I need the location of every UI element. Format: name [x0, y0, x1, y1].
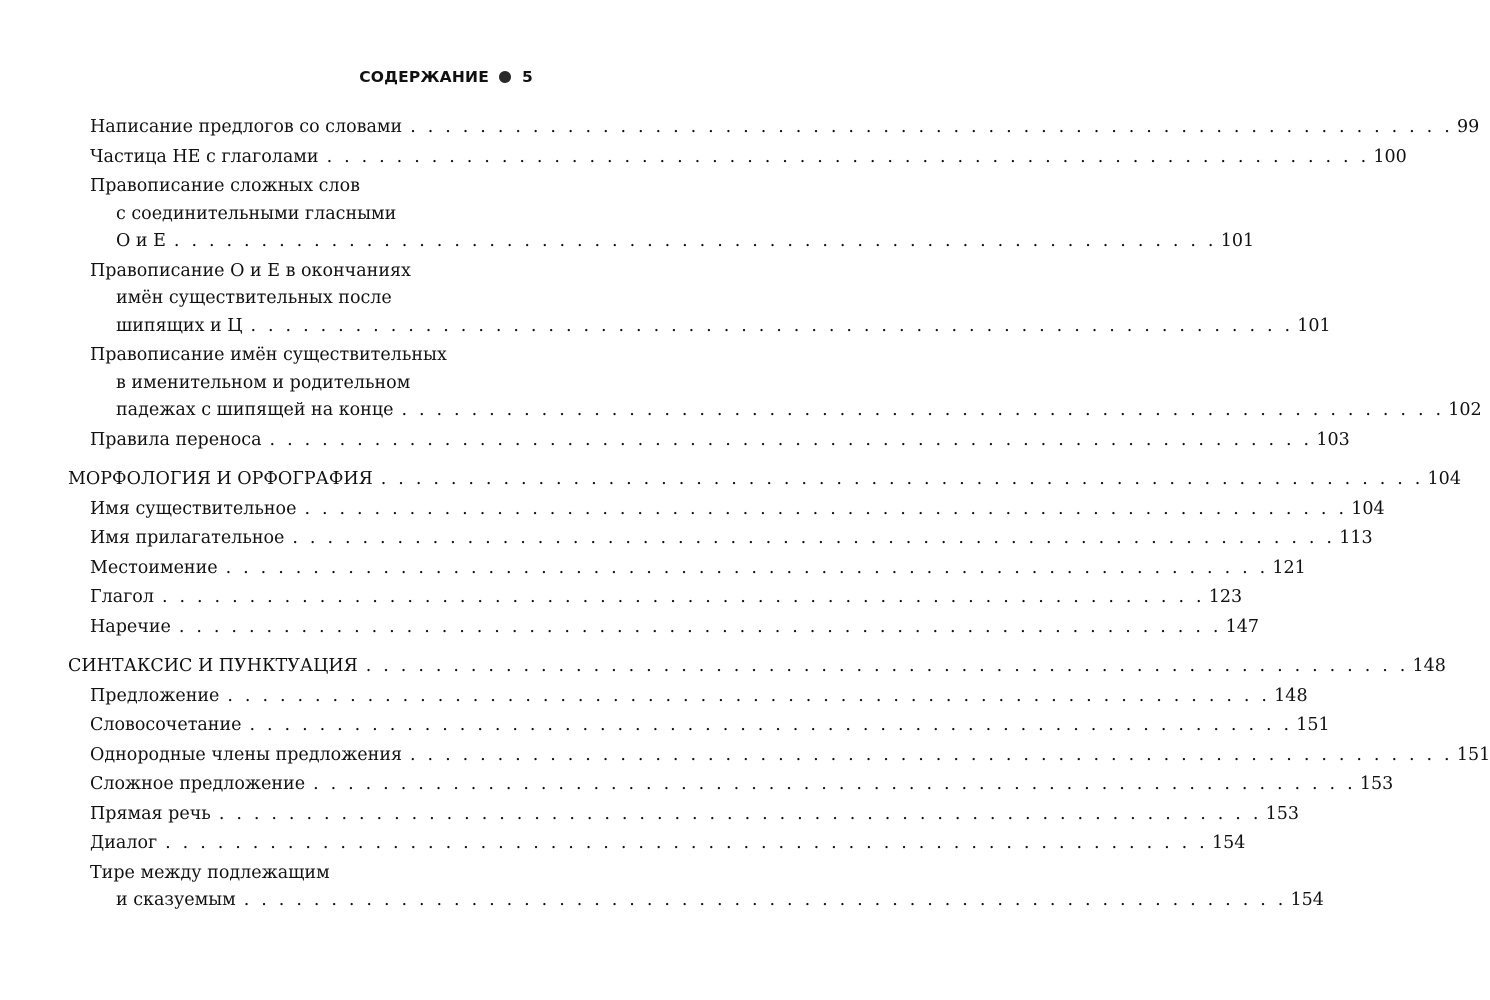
- toc-entry: [68, 258, 1331, 341]
- toc-entry: [68, 712, 1330, 740]
- toc-entry: [68, 584, 1243, 612]
- toc-entry: [68, 427, 1350, 455]
- toc-line: [68, 397, 1482, 425]
- toc-entry-title: Правописание О и Е в окончаниях: [90, 260, 411, 281]
- toc-line: [68, 653, 1446, 681]
- dot-leader: . . . . . . . . . . . . . . . . . . . . . . . . . . . . . . . . . . . . . . . . . . . . . . . . . . . . . . . . . . . .: [401, 400, 1445, 420]
- toc-entry: [68, 830, 1246, 858]
- toc-entry-title: Написание предлогов со словами: [90, 117, 403, 137]
- toc-line: [68, 830, 1246, 858]
- toc-entry-title: имён существительных после: [116, 288, 392, 308]
- toc-page-number: 121: [1272, 557, 1306, 578]
- toc-entry-title: Словосочетание: [90, 715, 242, 735]
- toc-page-number: 100: [1373, 146, 1407, 167]
- toc-entry: [68, 114, 1480, 142]
- dot-leader: . . . . . . . . . . . . . . . . . . . . . . . . . . . . . . . . . . . . . . . . . . . . . . . . . . . . . . . . . . . .: [178, 616, 1222, 637]
- toc-page-number: 123: [1208, 587, 1243, 607]
- toc-section-heading: [68, 466, 1461, 494]
- toc-entry-title: и сказуемым: [116, 890, 236, 910]
- toc-entry-title: Местоимение: [90, 557, 218, 578]
- toc-entry-title: О и Е: [116, 231, 166, 251]
- toc-line: [68, 496, 1385, 524]
- toc-page-number: 103: [1316, 429, 1350, 450]
- toc-entry: [68, 144, 1407, 172]
- dot-leader: . . . . . . . . . . . . . . . . . . . . . . . . . . . . . . . . . . . . . . . . . . . . . . . . . . . . . . . . . . . .: [243, 890, 1287, 910]
- dot-leader: . . . . . . . . . . . . . . . . . . . . . . . . . . . . . . . . . . . . . . . . . . . . . . . . . . . . . . . . . . . .: [173, 231, 1217, 251]
- toc-line: [68, 771, 1394, 799]
- toc-entry: [68, 173, 1255, 256]
- toc-page-number: 148: [1274, 685, 1308, 706]
- toc-page-number: 113: [1339, 528, 1373, 548]
- toc-line: [68, 114, 1480, 142]
- toc-entry-title: шипящих и Ц: [116, 315, 243, 336]
- toc-page-number: 101: [1297, 315, 1331, 336]
- toc-entry-title: Имя существительное: [90, 498, 297, 519]
- toc-entry-title: падежах с шипящей на конце: [116, 400, 394, 420]
- dot-leader: . . . . . . . . . . . . . . . . . . . . . . . . . . . . . . . . . . . . . . . . . . . . . . . . . . . . . . . . . . . .: [269, 429, 1313, 450]
- dot-leader: . . . . . . . . . . . . . . . . . . . . . . . . . . . . . . . . . . . . . . . . . . . . . . . . . . . . . . . . . . . .: [304, 498, 1348, 519]
- toc-entry-title: Правописание имён существительных: [90, 345, 447, 365]
- running-header: [359, 66, 533, 88]
- toc-line: [68, 144, 1407, 172]
- toc-entry: [68, 771, 1394, 799]
- toc-line: [68, 887, 1324, 915]
- toc-line: [68, 712, 1330, 740]
- toc-entry: [68, 614, 1260, 642]
- dot-leader: . . . . . . . . . . . . . . . . . . . . . . . . . . . . . . . . . . . . . . . . . . . . . . . . . . . . . . . . . . . .: [365, 656, 1409, 676]
- toc-entry-title: Диалог: [90, 833, 158, 853]
- toc-entry: [68, 555, 1306, 583]
- dot-leader: . . . . . . . . . . . . . . . . . . . . . . . . . . . . . . . . . . . . . . . . . . . . . . . . . . . . . . . . . . . .: [313, 774, 1356, 794]
- toc-page-number: 101: [1220, 231, 1255, 251]
- dot-leader: . . . . . . . . . . . . . . . . . . . . . . . . . . . . . . . . . . . . . . . . . . . . . . . . . . . . . . . . . . . .: [218, 803, 1262, 824]
- toc-entry-title: СИНТАКСИС И ПУНКТУАЦИЯ: [68, 656, 358, 676]
- toc-page-number: 104: [1351, 498, 1385, 519]
- toc-line: [68, 555, 1306, 583]
- toc-entry-title: Наречие: [90, 616, 171, 637]
- dot-leader: . . . . . . . . . . . . . . . . . . . . . . . . . . . . . . . . . . . . . . . . . . . . . . . . . . . . . . . . . . . .: [380, 469, 1424, 489]
- toc-page-number: 147: [1225, 616, 1260, 637]
- toc-entry-title: Тире между подлежащим: [90, 862, 330, 883]
- toc-entry-title: МОРФОЛОГИЯ И ОРФОГРАФИЯ: [68, 469, 373, 489]
- toc-entry: [68, 525, 1373, 553]
- toc-line: [68, 427, 1350, 455]
- toc-line: [68, 683, 1308, 711]
- toc-entry-title: Сложное предложение: [90, 774, 306, 794]
- toc-page-number: 151: [1456, 744, 1490, 765]
- toc-entry-title: в именительном и родительном: [116, 372, 411, 393]
- toc-page-number: 154: [1290, 890, 1324, 910]
- toc-page-number: 99: [1456, 117, 1480, 137]
- toc-entry-title: Прямая речь: [90, 803, 211, 824]
- dot-leader: . . . . . . . . . . . . . . . . . . . . . . . . . . . . . . . . . . . . . . . . . . . . . . . . . . . . . . . . . . . .: [225, 557, 1269, 578]
- toc-page-number: 104: [1427, 469, 1461, 489]
- dot-leader: . . . . . . . . . . . . . . . . . . . . . . . . . . . . . . . . . . . . . . . . . . . . . . . . . . . . . . . . . . . .: [326, 146, 1370, 167]
- toc-line: [68, 466, 1461, 494]
- toc-line: [68, 370, 526, 398]
- toc-page-number: 153: [1359, 774, 1394, 794]
- dot-leader: . . . . . . . . . . . . . . . . . . . . . . . . . . . . . . . . . . . . . . . . . . . . . . . . . . . . . . . . . . . .: [227, 685, 1271, 706]
- toc-line: [68, 801, 1299, 829]
- toc-line: [68, 342, 526, 370]
- dot-leader: . . . . . . . . . . . . . . . . . . . . . . . . . . . . . . . . . . . . . . . . . . . . . . . . . . . . . . . . . . . .: [165, 833, 1208, 853]
- toc-page-number: 148: [1412, 656, 1446, 676]
- toc-section-heading: [68, 653, 1446, 681]
- header-page-number: 5: [522, 68, 533, 86]
- toc-entry: [68, 683, 1308, 711]
- toc-page-number: 102: [1448, 400, 1482, 420]
- toc-line: [68, 285, 526, 313]
- toc-entry: [68, 742, 1490, 770]
- toc-page-number: 153: [1265, 803, 1299, 824]
- dot-leader: . . . . . . . . . . . . . . . . . . . . . . . . . . . . . . . . . . . . . . . . . . . . . . . . . . . . . . . . . . . .: [249, 715, 1293, 735]
- toc-line: [68, 525, 1373, 553]
- toc-line: [68, 258, 526, 286]
- toc-entry-title: Предложение: [90, 685, 220, 706]
- toc-line: [68, 228, 1255, 256]
- toc-entry: [68, 342, 1482, 425]
- header-title: СОДЕРЖАНИЕ: [359, 68, 489, 86]
- toc-entry-title: Однородные члены предложения: [90, 744, 403, 765]
- toc-line: [68, 860, 526, 888]
- dot-leader: . . . . . . . . . . . . . . . . . . . . . . . . . . . . . . . . . . . . . . . . . . . . . . . . . . . . . . . . . . . .: [410, 117, 1453, 137]
- toc-line: [68, 173, 526, 201]
- toc-entry-title: Имя прилагательное: [90, 528, 285, 548]
- filled-circle-icon: [499, 71, 511, 83]
- toc-entry-title: с соединительными гласными: [116, 203, 397, 224]
- toc-entry: [68, 860, 1324, 915]
- toc-line: [68, 201, 526, 229]
- table-of-contents: [68, 114, 1490, 917]
- dot-leader: . . . . . . . . . . . . . . . . . . . . . . . . . . . . . . . . . . . . . . . . . . . . . . . . . . . . . . . . . . . .: [250, 315, 1294, 336]
- dot-leader: . . . . . . . . . . . . . . . . . . . . . . . . . . . . . . . . . . . . . . . . . . . . . . . . . . . . . . . . . . . .: [161, 587, 1205, 607]
- toc-entry-title: Правописание сложных слов: [90, 176, 360, 196]
- toc-line: [68, 584, 1243, 612]
- toc-entry: [68, 496, 1385, 524]
- toc-page-number: 154: [1211, 833, 1246, 853]
- toc-entry-title: Частица НЕ с глаголами: [90, 146, 319, 167]
- toc-line: [68, 742, 1490, 770]
- toc-line: [68, 614, 1260, 642]
- toc-page-number: 151: [1296, 715, 1330, 735]
- toc-line: [68, 313, 1331, 341]
- toc-entry-title: Глагол: [90, 587, 154, 607]
- dot-leader: . . . . . . . . . . . . . . . . . . . . . . . . . . . . . . . . . . . . . . . . . . . . . . . . . . . . . . . . . . . .: [292, 528, 1336, 548]
- toc-entry: [68, 801, 1299, 829]
- dot-leader: . . . . . . . . . . . . . . . . . . . . . . . . . . . . . . . . . . . . . . . . . . . . . . . . . . . . . . . . . . . .: [410, 744, 1453, 765]
- toc-entry-title: Правила переноса: [90, 429, 262, 450]
